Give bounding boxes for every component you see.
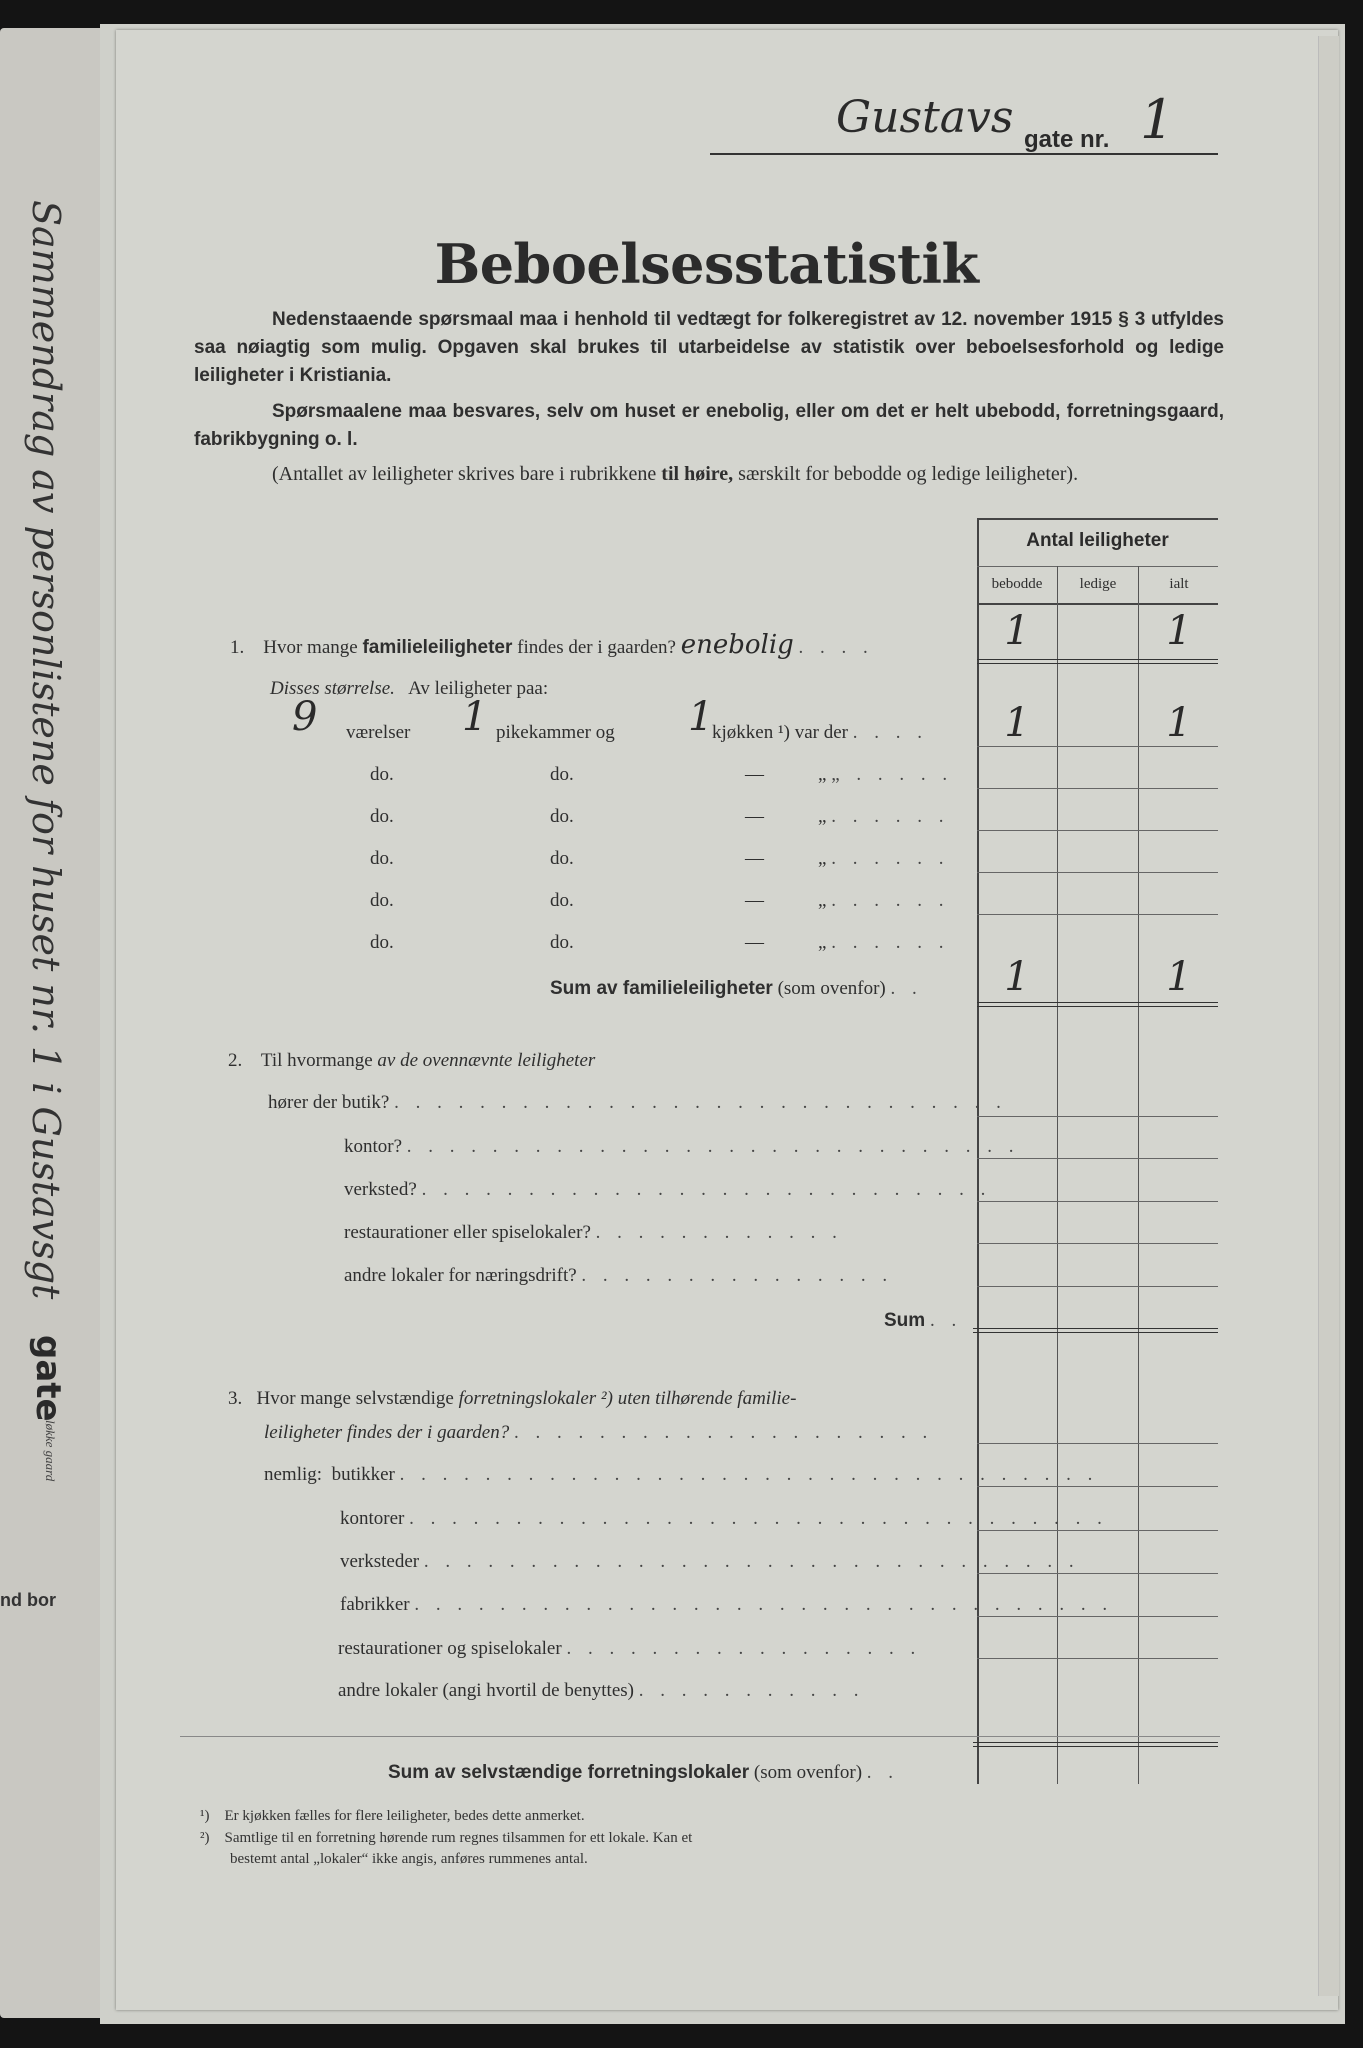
intro-p3-pre: (Antallet av leiligheter skrives bare i rubrikkene <box>272 463 657 485</box>
section3-q-italic-2: uten tilhørende familie- <box>617 1388 797 1409</box>
do-row-5-dash: — <box>745 932 764 953</box>
do-row-4: do. <box>370 890 394 911</box>
intro-p3-post: særskilt for bebodde og ledige leiligheter). <box>738 463 1079 485</box>
left-margin-note <box>22 200 82 1500</box>
sum-ialt-value: 1 <box>1166 954 1192 1000</box>
page-title: Beboelsesstatistik <box>434 232 979 296</box>
left-margin-nd-bor: nd bor <box>0 1590 56 1610</box>
section3-item-andre: andre lokaler (angi hvortil de benyttes) . . . . . . . . . . . <box>338 1680 865 1701</box>
do-row-3-dash: — <box>745 848 764 869</box>
section2-item-andre: andre lokaler for næringsdrift? . . . . . . . . . . . . . . . <box>344 1265 894 1286</box>
intro-paragraph-1: Nedenstaaende spørsmaal maa i henhold til vedtægt for folkeregistret av 12. november 1915 § 3 utfyldes saa nøiagtig som mulig. Opgaven skal brukes til utarbeidelse av statistik over beboelsesforhold og ledige leiligheter i Kristiania. <box>194 309 1224 386</box>
row1-bebodde-value: 1 <box>1004 700 1030 746</box>
section1-bebodde-value: 1 <box>1004 608 1030 654</box>
gate-label: gate nr. <box>1024 126 1110 153</box>
section3-item-verksteder: verksteder . . . . . . . . . . . . . . . . . . . . . . . . . . . . . . . <box>340 1551 1080 1572</box>
street-line <box>710 153 1218 155</box>
sizes-label-italic: Disses størrelse. <box>270 678 395 699</box>
section2-q-pre: Til hvormange <box>260 1050 373 1071</box>
section3-number: 3. <box>228 1388 243 1409</box>
section3-item-restaurationer: restaurationer og spiselokaler . . . . . . . . . . . . . . . . . <box>338 1638 922 1659</box>
intro-p3-bold: til høire, <box>661 463 734 485</box>
section1-hand-enebolig: enebolig <box>680 630 794 660</box>
street-name-handwritten: Gustavs <box>836 92 1014 143</box>
section3-q-pre: Hvor mange selvstændige <box>256 1388 454 1409</box>
kitchen-hand: 1 <box>688 694 714 740</box>
do-row-2: do. <box>370 806 394 827</box>
section3-sum-post: (som ovenfor) <box>753 1762 863 1783</box>
do-row-1-quote: „ „ . . . . . <box>818 764 954 785</box>
section3-sum: Sum av selvstændige forretningslokaler (som ovenfor) . . <box>388 1762 900 1783</box>
do-row-5: do. <box>370 932 394 953</box>
do-row-2-b: do. <box>550 806 574 827</box>
table-header-main: Antal leiligheter <box>1026 530 1169 551</box>
sum-bebodde-value: 1 <box>1004 954 1030 1000</box>
section2-number: 2. <box>228 1050 243 1071</box>
section1-ialt-value: 1 <box>1166 608 1192 654</box>
table-header-ialt: ialt <box>1169 576 1189 592</box>
do-row-4-dash: — <box>745 890 764 911</box>
footnote-1: ¹) Er kjøkken fælles for flere leiligheter, bedes dette anmerket. <box>200 1808 585 1824</box>
section2-question <box>228 1050 595 1072</box>
maid-hand: 1 <box>462 694 488 740</box>
section3-nemlig: nemlig: butikker . . . . . . . . . . . . . . . . . . . . . . . . . . . . . . . . . <box>264 1464 1099 1485</box>
kitchen-label: kjøkken ¹) var der . . . . <box>712 722 929 743</box>
do-row-3-b: do. <box>550 848 574 869</box>
section2-sum: Sum . . <box>884 1310 963 1331</box>
section2-item-kontor: kontor? . . . . . . . . . . . . . . . . . . . . . . . . . . . . . <box>344 1136 1020 1157</box>
section2-item-restaurationer: restaurationer eller spiselokaler? . . . . . . . . . . . . <box>344 1222 843 1243</box>
intro-paragraph-3 <box>194 460 1224 488</box>
section1-number: 1. <box>230 637 245 658</box>
kitchen-label-text: kjøkken ¹) var der <box>712 722 849 743</box>
do-row-2-dash: — <box>745 806 764 827</box>
table-header-ledige: ledige <box>1079 576 1117 592</box>
section1-q-pre: Hvor mange <box>263 637 358 658</box>
do-row-3: do. <box>370 848 394 869</box>
rooms-label: værelser <box>346 722 411 743</box>
left-margin-gate: gate <box>28 1335 68 1422</box>
rooms-hand: 9 <box>292 694 318 740</box>
section3-item-fabrikker: fabrikker . . . . . . . . . . . . . . . . . . . . . . . . . . . . . . . . . <box>340 1594 1114 1615</box>
do-row-1: do. <box>370 764 394 785</box>
intro-paragraph-2: Spørsmaalene maa besvares, selv om huset er enebolig, eller om det er helt ubebodd, forretningsgaard, fabrikbygning o. l. <box>194 401 1224 450</box>
section1-q-post: findes der i gaarden? <box>517 637 676 658</box>
section1-q-bold: familieleiligheter <box>362 637 513 658</box>
page-edge <box>1318 36 1339 1996</box>
section1-sum: Sum av familieleiligheter (som ovenfor) . . <box>550 978 923 999</box>
sizes-label-post: Av leiligheter paa: <box>408 678 549 699</box>
left-margin-gate-sub: løkke gaard <box>43 1420 58 1482</box>
do-row-5-quote: „ . . . . . . <box>818 932 950 953</box>
section1-question: 1. Hvor mange familieleiligheter findes der i gaarden? enebolig . . . . <box>230 630 874 660</box>
maid-label: pikekammer og <box>496 722 615 743</box>
section2-item-butik: hører der butik? . . . . . . . . . . . . . . . . . . . . . . . . . . . . . <box>268 1092 1007 1113</box>
section3-sum-bold: Sum av selvstændige forretningslokaler <box>388 1762 750 1783</box>
table-header-bebodde: bebodde <box>991 576 1043 592</box>
section3-item-kontorer: kontorer . . . . . . . . . . . . . . . . . . . . . . . . . . . . . . . . . <box>340 1508 1108 1529</box>
section1-sum-bold: Sum av familieleiligheter <box>550 978 773 999</box>
do-row-4-b: do. <box>550 890 574 911</box>
footnote-separator <box>180 1736 1220 1737</box>
do-row-2-quote: „ . . . . . . <box>818 806 950 827</box>
left-margin-vertical-text: Sammendrag av personlistene for huset nr. 1 i Gustavsgt <box>24 200 68 1300</box>
do-row-1-dash: — <box>745 764 764 785</box>
section2-q-italic: av de ovennævnte leiligheter <box>377 1050 596 1071</box>
do-row-4-quote: „ . . . . . . <box>818 890 950 911</box>
do-row-1-b: do. <box>550 764 574 785</box>
row1-ialt-value: 1 <box>1166 700 1192 746</box>
section3-q-line2: leiligheter findes der i gaarden? . . . . . . . . . . . . . . . . . . . . <box>264 1422 934 1443</box>
footnote-2: ²) Samtlige til en forretning hørende rum regnes tilsammen for ett lokale. Kan et bestemt antal „lokaler“ ikke angis, anføres rummenes antal. <box>200 1830 693 1867</box>
gate-number-handwritten: 1 <box>1140 88 1175 151</box>
section3-q-italic-1: forretningslokaler ²) <box>458 1388 613 1409</box>
section1-sum-post: (som ovenfor) <box>777 978 886 999</box>
do-row-3-quote: „ . . . . . . <box>818 848 950 869</box>
section3-question <box>228 1388 796 1410</box>
do-row-5-b: do. <box>550 932 574 953</box>
section2-item-verksted: verksted? . . . . . . . . . . . . . . . . . . . . . . . . . . . <box>344 1179 992 1200</box>
